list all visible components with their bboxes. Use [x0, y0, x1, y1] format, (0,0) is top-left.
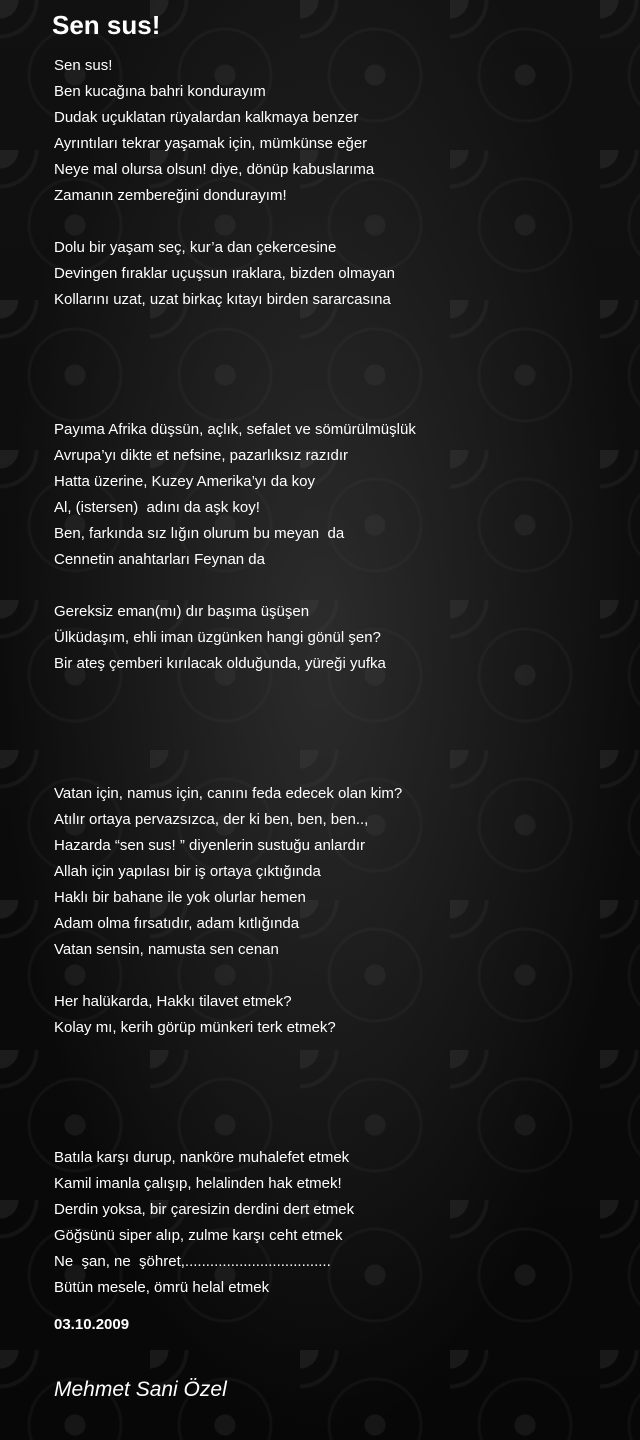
poem-line: Payıma Afrika düşsün, açlık, sefalet ve sömürülmüşlük: [54, 421, 416, 438]
poem-blank-line: [54, 1041, 614, 1067]
poem-line: Vatan sensin, namusta sen cenan: [54, 941, 279, 958]
poem-line: Her halükarda, Hakkı tilavet etmek?: [54, 993, 292, 1010]
poem-line: Kollarını uzat, uzat birkaç kıtayı birden sararcasına: [54, 291, 391, 308]
poem-line: Al, (istersen) adını da aşk koy!: [54, 499, 260, 516]
poem-line: Bir ateş çemberi kırılacak olduğunda, yüreği yufka: [54, 655, 386, 672]
poem-line: Dolu bir yaşam seç, kur’a dan çekercesine: [54, 239, 337, 256]
poem-title: Sen sus!: [52, 10, 161, 40]
poem-line: Dudak uçuklatan rüyalardan kalkmaya benzer: [54, 109, 359, 126]
poem-line: Derdin yoksa, bir çaresizin derdini dert etmek: [54, 1201, 355, 1218]
poem-blank-line: [54, 339, 614, 365]
poem-line: Avrupa’yı dikte et nefsine, pazarlıksız razıdır: [54, 447, 349, 464]
poem-blank-line: [54, 755, 614, 781]
poem-line: Atılır ortaya pervazsızca, der ki ben, ben, ben..,: [54, 811, 369, 828]
poem-blank-line: [54, 963, 614, 989]
poem-line: Batıla karşı durup, nanköre muhalefet etmek: [54, 1149, 350, 1166]
poem-blank-line: [54, 1093, 614, 1119]
poem-blank-line: [54, 209, 614, 235]
poem-line: Cennetin anahtarları Feynan da: [54, 551, 265, 568]
poem-line: Vatan için, namus için, canını feda edecek olan kim?: [54, 785, 403, 802]
poem-blank-line: [54, 729, 614, 755]
poem-line: Sen sus!: [54, 57, 113, 74]
poem-line: Hazarda “sen sus! ” diyenlerin sustuğu anlardır: [54, 837, 365, 854]
poem-blank-line: [54, 313, 614, 339]
poem-line: Adam olma fırsatıdır, adam kıtlığında: [54, 915, 300, 932]
poem-blank-line: [54, 1067, 614, 1093]
poem-line: Ayrıntıları tekrar yaşamak için, mümkünse eğer: [54, 135, 368, 152]
poem-line: Allah için yapılası bir iş ortaya çıktığında: [54, 863, 321, 880]
poem-line: Ne şan, ne şöhret,...................................: [54, 1253, 331, 1270]
poem-line: Haklı bir bahane ile yok olurlar hemen: [54, 889, 306, 906]
poem-author: Mehmet Sani Özel: [54, 1378, 227, 1401]
poem-blank-line: [54, 365, 614, 391]
poem-line: Göğsünü siper alıp, zulme karşı ceht etmek: [54, 1227, 343, 1244]
poem-body: [54, 53, 614, 1301]
poem-line: Ben, farkında sız lığın olurum bu meyan da: [54, 525, 345, 542]
poem-line: Zamanın zembereğini dondurayım!: [54, 187, 287, 204]
poem-line: Bütün mesele, ömrü helal etmek: [54, 1279, 270, 1296]
poem-line: Ülküdaşım, ehli iman üzgünken hangi gönül şen?: [54, 629, 381, 646]
poem-blank-line: [54, 677, 614, 703]
poem-blank-line: [54, 1119, 614, 1145]
poem-blank-line: [54, 703, 614, 729]
poem-blank-line: [54, 391, 614, 417]
poem-line: Kamil imanla çalışıp, helalinden hak etmek!: [54, 1175, 342, 1192]
poem-line: Kolay mı, kerih görüp münkeri terk etmek?: [54, 1019, 336, 1036]
poem-date: 03.10.2009: [54, 1316, 130, 1333]
poem-line: Neye mal olursa olsun! diye, dönüp kabuslarıma: [54, 161, 375, 178]
poem-line: Hatta üzerine, Kuzey Amerika’yı da koy: [54, 473, 315, 490]
poem-line: Gereksiz eman(mı) dır başıma üşüşen: [54, 603, 310, 620]
poem-line: Ben kucağına bahri kondurayım: [54, 83, 266, 100]
poem-line: Devingen fıraklar uçuşsun ıraklara, bizden olmayan: [54, 265, 396, 282]
poem-blank-line: [54, 573, 614, 599]
